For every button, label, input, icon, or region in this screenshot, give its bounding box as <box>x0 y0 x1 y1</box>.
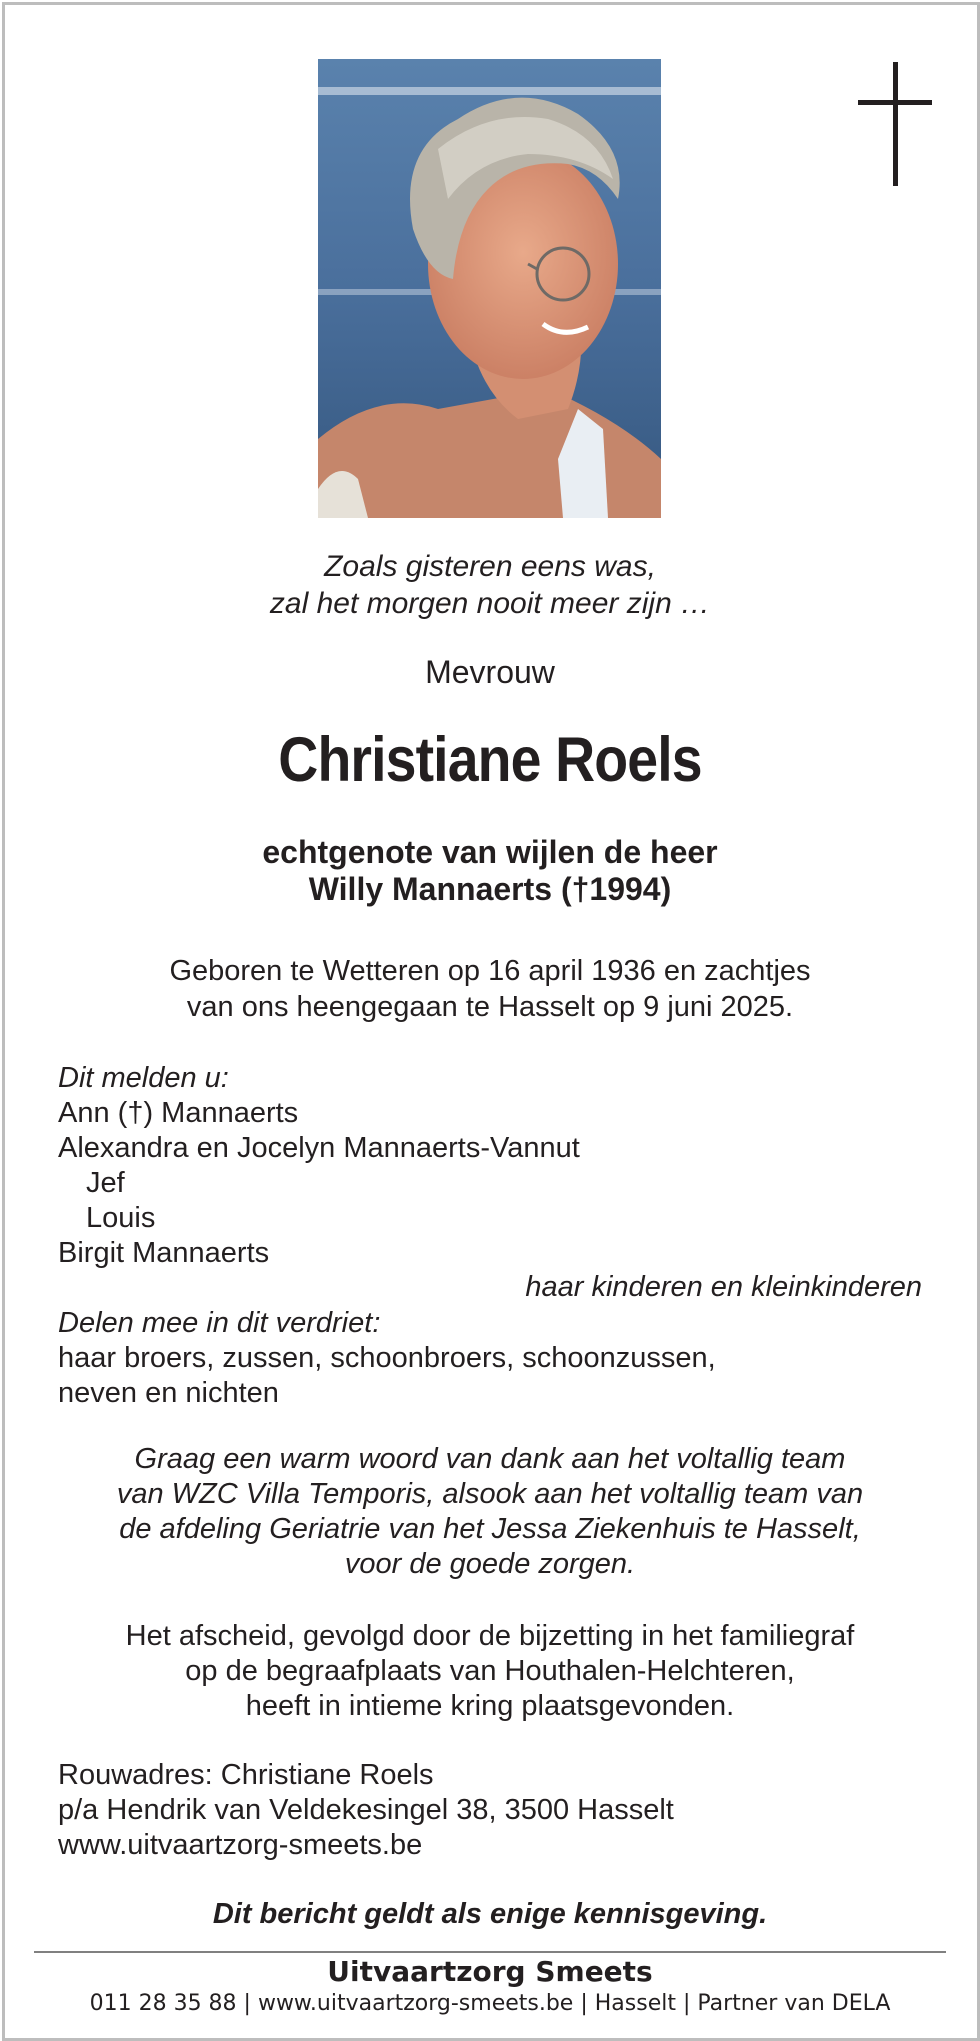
thanks-line: de afdeling Geriatrie van het Jessa Ziekenhuis te Hasselt, <box>119 1513 861 1545</box>
farewell-line: heeft in intieme kring plaatsgevonden. <box>245 1690 735 1722</box>
farewell-line: op de begraafplaats van Houthalen-Helchteren, <box>185 1655 795 1687</box>
family-relation: haar kinderen en kleinkinderen <box>525 1271 922 1303</box>
family-list <box>58 1061 580 1271</box>
spouse-info <box>0 834 980 908</box>
thanks-message <box>0 1442 980 1582</box>
family-member: Louis <box>86 1202 156 1234</box>
family-member: Birgit Mannaerts <box>58 1237 270 1269</box>
deceased-name: Christiane Roels <box>278 725 702 795</box>
born-line: van ons heengegaan te Hasselt op 9 juni 2025. <box>186 991 794 1023</box>
farewell-line: Het afscheid, gevolgd door de bijzetting in het familiegraf <box>125 1620 855 1652</box>
sharers-line: haar broers, zussen, schoonbroers, schoonzussen, <box>58 1342 716 1374</box>
mourning-address <box>58 1758 674 1863</box>
notice-statement: Dit bericht geldt als enige kennisgeving. <box>212 1898 768 1930</box>
birth-death-info <box>0 953 980 1025</box>
address-line: p/a Hendrik van Veldekesingel 38, 3500 Hasselt <box>58 1794 674 1826</box>
undertaker-contact: 011 28 35 88 | www.uitvaartzorg-smeets.be | Hasselt | Partner van DELA <box>89 1991 891 2016</box>
family-member: Ann (†) Mannaerts <box>58 1097 299 1129</box>
motto <box>0 548 980 622</box>
thanks-line: van WZC Villa Temporis, alsook aan het voltallig team van <box>116 1478 864 1510</box>
spouse-line: echtgenote van wijlen de heer <box>262 834 718 870</box>
motto-line: zal het morgen nooit meer zijn … <box>269 587 711 620</box>
sharers-intro: Delen mee in dit verdriet: <box>58 1307 381 1339</box>
motto-line: Zoals gisteren eens was, <box>324 550 656 583</box>
honorific-title: Mevrouw <box>425 654 555 690</box>
sharers-line: neven en nichten <box>58 1377 279 1409</box>
footer-divider <box>34 1951 946 1953</box>
sharers <box>58 1306 716 1411</box>
family-member: Alexandra en Jocelyn Mannaerts-Vannut <box>58 1132 580 1164</box>
thanks-line: Graag een warm woord van dank aan het voltallig team <box>134 1443 846 1475</box>
latin-cross-icon <box>858 62 932 186</box>
farewell-message <box>0 1619 980 1724</box>
undertaker-name: Uitvaartzorg Smeets <box>327 1955 653 1988</box>
website-link[interactable]: www.uitvaartzorg-smeets.be <box>58 1829 423 1861</box>
family-member: Jef <box>86 1167 125 1199</box>
portrait-photo <box>318 59 661 518</box>
thanks-line: voor de goede zorgen. <box>344 1548 636 1580</box>
family-intro: Dit melden u: <box>58 1062 229 1094</box>
address-line: Rouwadres: Christiane Roels <box>58 1759 434 1791</box>
spouse-line: Willy Mannaerts (†1994) <box>308 871 672 907</box>
born-line: Geboren te Wetteren op 16 april 1936 en zachtjes <box>169 955 811 987</box>
